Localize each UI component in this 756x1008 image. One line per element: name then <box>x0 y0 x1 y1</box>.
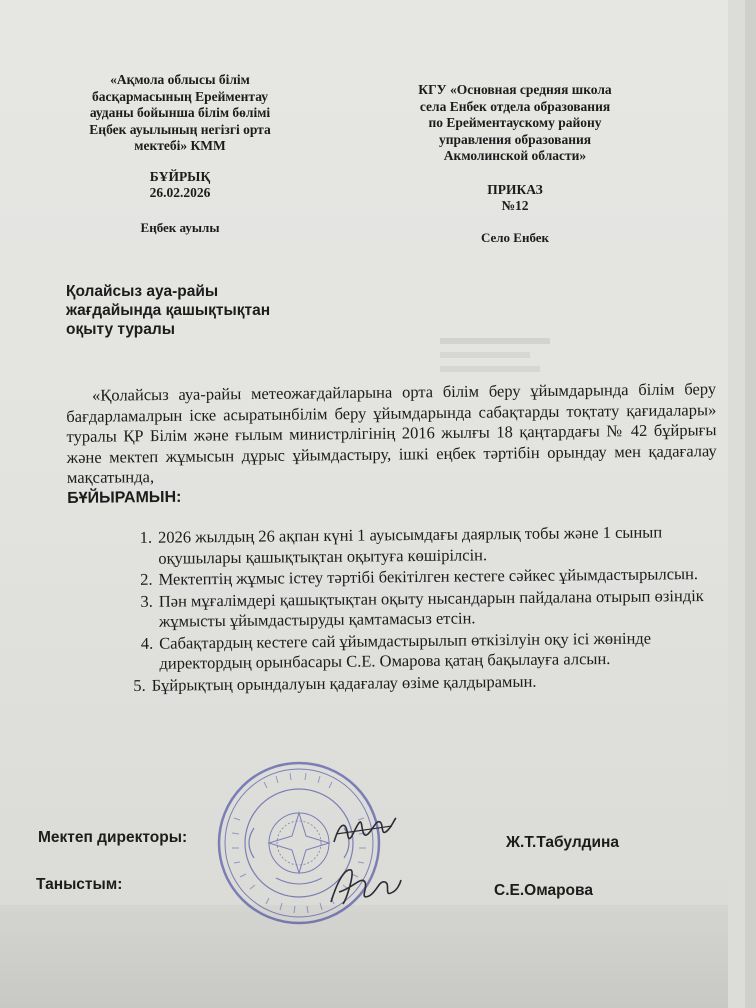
header-right-line: по Ерейментаускому району <box>428 115 602 130</box>
header-left-line: «Ақмола облысы білім <box>110 72 250 87</box>
header-left-line: Еңбек ауылының негізгі орта <box>89 121 271 137</box>
order-heading: БҰЙЫРАМЫН: <box>67 488 182 507</box>
preamble-paragraph: «Қолайсыз ауа-райы метеожағдайларына орта білім беру ұйымдарында білім беру бағдарламалрын іске асыратынбілім беру ұйымдарында сабақтарды тоқтату қағидалары» туралы ҚР Білім және ғылым министрлігінің 2016 жылғы 18 қаңтардағы № 42 бұйрығы және мектеп жұмысын дұрыс ұйымдастыру, ішкі еңбек тәртібін орындау мен қадағалау мақсатында, <box>66 379 717 487</box>
item-text: Бұйрықтың орындалуын қадағалау өзіме қалдырамын. <box>151 671 537 695</box>
doc-type-kazakh: БҰЙРЫҚ <box>149 168 211 184</box>
item-text: 2026 жылдың 26 ақпан күні 1 ауысымдағы даярлық тобы және 1 сынып оқушылары қашықтықтан оқытуға көшірілсін. <box>157 522 663 568</box>
item-number: 3. <box>140 591 153 611</box>
header-right-line: управления образования <box>438 131 592 147</box>
item-number: 4. <box>140 633 154 653</box>
item-text: Пән мұғалімдері қашықтықтан оқыту нысандарын пайдалана отырып өзіндік жұмысты ұйымдастыруды қамтамасыз етсін. <box>158 585 704 631</box>
place-russian: Село Енбек <box>480 229 550 245</box>
acknowledgment-label: Таныстым: <box>36 876 123 893</box>
doc-number: №12 <box>501 198 529 213</box>
item-number: 2. <box>140 569 153 589</box>
director-name: Ж.Т.Табулдина <box>506 834 620 851</box>
header-right-line: Акмолинской области» <box>443 148 587 163</box>
item-number: 1. <box>139 527 153 547</box>
place-kazakh: Еңбек ауылы <box>140 219 220 235</box>
title-line: жағдайында қашықтықтан <box>66 302 271 319</box>
title-line: оқыту туралы <box>66 321 175 338</box>
header-right-line: КГУ «Основная средняя школа <box>418 82 612 97</box>
header-right-russian <box>385 82 645 246</box>
header-right-line: села Енбек отдела образования <box>419 98 611 114</box>
header-left-line: мектебі» КММ <box>134 138 226 153</box>
item-text: Мектептің жұмыс істеу тәртібі бекітілген кестеге сәйкес ұйымдастырылсын. <box>158 564 699 589</box>
title-line: Қолайсыз ауа-райы <box>66 283 219 300</box>
list-item <box>131 627 721 674</box>
doc-date: 26.02.2026 <box>149 185 211 200</box>
list-item <box>131 585 721 632</box>
header-left-line: басқармасының Ерейментау <box>91 88 269 104</box>
doc-type-russian: ПРИКАЗ <box>487 181 543 197</box>
list-item <box>130 522 720 569</box>
director-label: Мектеп директоры: <box>38 829 188 846</box>
bleed-through-marks <box>440 330 560 380</box>
director-signature-icon <box>330 812 400 852</box>
item-text: Сабақтардың кестеге сай ұйымдастырылып өткізілуін оқу ісі жөнінде директордың орынбасары С.Е. Омарова қатаң бақылауға алсын. <box>159 628 652 673</box>
acknowledgment-name: С.Е.Омарова <box>494 882 593 899</box>
header-left-line: ауданы бойынша білім бөлімі <box>89 105 271 120</box>
order-title <box>66 282 346 339</box>
order-body <box>66 379 717 508</box>
page-bottom-shade <box>0 905 728 1008</box>
item-number: 5. <box>133 675 146 695</box>
header-left-kazakh <box>70 72 290 236</box>
order-items-list <box>130 522 722 697</box>
